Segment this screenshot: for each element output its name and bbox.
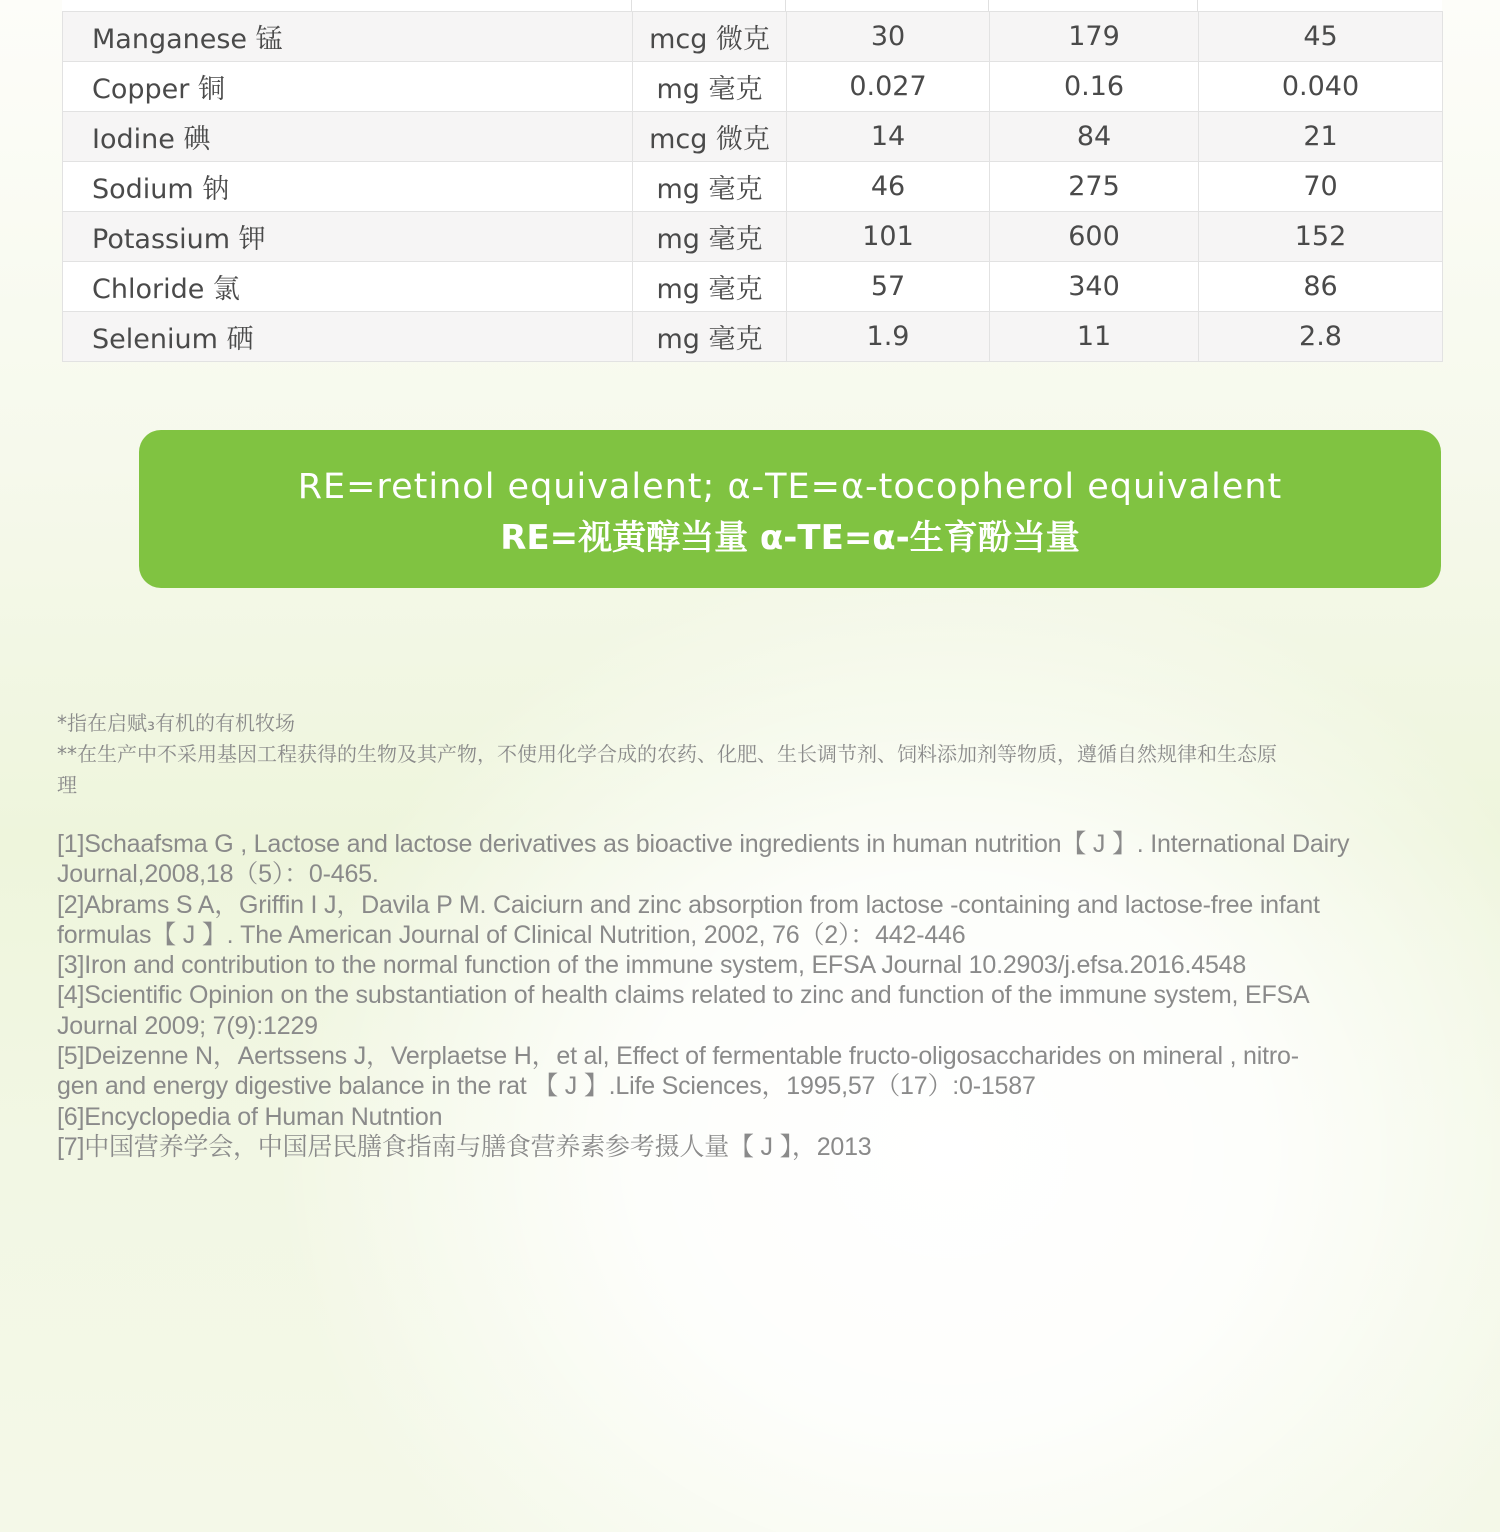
nutrient-value: 21 xyxy=(1199,112,1443,162)
nutrient-value: 11 xyxy=(990,312,1199,362)
footnote-line: *指在启赋₃有机的有机牧场 xyxy=(57,711,296,735)
table-row xyxy=(63,212,1443,262)
nutrient-unit: mcg 微克 xyxy=(633,12,787,62)
banner-english-text: RE=retinol equivalent; α-TE=α-tocopherol equivalent xyxy=(297,467,1283,507)
table-row xyxy=(63,312,1443,362)
table-top-stub xyxy=(62,0,1442,11)
nutrient-value: 84 xyxy=(990,112,1199,162)
nutrient-value: 600 xyxy=(990,212,1199,262)
reference-line: [5]Deizenne N，Aertssens J，Verplaetse H，et al, Effect of fermentable fructo-oligosaccharides on mineral , nitro- xyxy=(57,1042,1299,1071)
nutrient-value: 57 xyxy=(787,262,990,312)
reference-line: [7]中国营养学会，中国居民膳食指南与膳食营养素参考摄人量【 J 】，2013 xyxy=(57,1132,872,1161)
nutrient-unit: mg 毫克 xyxy=(633,262,787,312)
nutrient-value: 179 xyxy=(990,12,1199,62)
nutrient-value: 0.040 xyxy=(1199,62,1443,112)
nutrient-value: 0.027 xyxy=(787,62,990,112)
nutrient-value: 152 xyxy=(1199,212,1443,262)
nutrient-name: Iodine 碘 xyxy=(63,112,633,162)
nutrient-unit: mg 毫克 xyxy=(633,212,787,262)
reference-line: [4]Scientific Opinion on the substantiation of health claims related to zinc and function of the immune system, EFSA xyxy=(57,981,1310,1010)
reference-line: [1]Schaafsma G , Lactose and lactose derivatives as bioactive ingredients in human nutrition【 J 】. International Dairy xyxy=(57,830,1350,858)
nutrient-value: 70 xyxy=(1199,162,1443,212)
nutrient-value: 101 xyxy=(787,212,990,262)
nutrient-name: Selenium 硒 xyxy=(63,312,633,362)
reference-line: formulas【 J 】. The American Journal of Clinical Nutrition, 2002, 76（2）：442-446 xyxy=(57,920,966,949)
nutrient-value: 340 xyxy=(990,262,1199,312)
table-row xyxy=(63,162,1443,212)
table-row xyxy=(63,12,1443,62)
reference-line: Journal,2008,18（5）：0-465. xyxy=(57,860,379,889)
nutrient-value: 14 xyxy=(787,112,990,162)
table-row xyxy=(63,62,1443,112)
abbreviation-banner xyxy=(139,430,1441,588)
reference-line: gen and energy digestive balance in the rat 【 J 】.Life Sciences，1995,57（17）:0-1587 xyxy=(57,1072,1036,1101)
nutrient-name: Chloride 氯 xyxy=(63,262,633,312)
table-row xyxy=(63,262,1443,312)
reference-line: [6]Encyclopedia of Human Nutntion xyxy=(57,1102,443,1131)
nutrient-name: Sodium 钠 xyxy=(63,162,633,212)
nutrient-value: 275 xyxy=(990,162,1199,212)
nutrient-unit: mcg 微克 xyxy=(633,112,787,162)
nutrient-value: 30 xyxy=(787,12,990,62)
reference-line: [2]Abrams S A，Griffin I J，Davila P M. Caiciurn and zinc absorption from lactose -containing and lactose-free infant xyxy=(57,890,1320,919)
references-list xyxy=(57,829,1452,1162)
nutrient-value: 46 xyxy=(787,162,990,212)
nutrient-unit: mg 毫克 xyxy=(633,312,787,362)
nutrition-table xyxy=(62,11,1443,362)
footnotes xyxy=(57,708,1452,801)
nutrient-name: Potassium 钾 xyxy=(63,212,633,262)
footnote-line: **在生产中不采用基因工程获得的生物及其产物，不使用化学合成的农药、化肥、生长调节剂、饲料添加剂等物质，遵循自然规律和生态原 xyxy=(57,742,1277,766)
nutrient-name: Manganese 锰 xyxy=(63,12,633,62)
nutrient-name: Copper 铜 xyxy=(63,62,633,112)
nutrient-value: 86 xyxy=(1199,262,1443,312)
nutrient-unit: mg 毫克 xyxy=(633,62,787,112)
nutrient-value: 45 xyxy=(1199,12,1443,62)
table-row xyxy=(63,112,1443,162)
banner-chinese-text: RE=视黄醇当量 α-TE=α-生育酚当量 xyxy=(500,518,1080,558)
reference-line: [3]Iron and contribution to the normal function of the immune system, EFSA Journal 10.2903/j.efsa.2016.4548 xyxy=(57,951,1247,980)
nutrient-unit: mg 毫克 xyxy=(633,162,787,212)
footnote-line: 理 xyxy=(57,773,77,797)
nutrient-value: 2.8 xyxy=(1199,312,1443,362)
nutrient-value: 1.9 xyxy=(787,312,990,362)
nutrient-value: 0.16 xyxy=(990,62,1199,112)
reference-line: Journal 2009; 7(9):1229 xyxy=(57,1011,318,1040)
